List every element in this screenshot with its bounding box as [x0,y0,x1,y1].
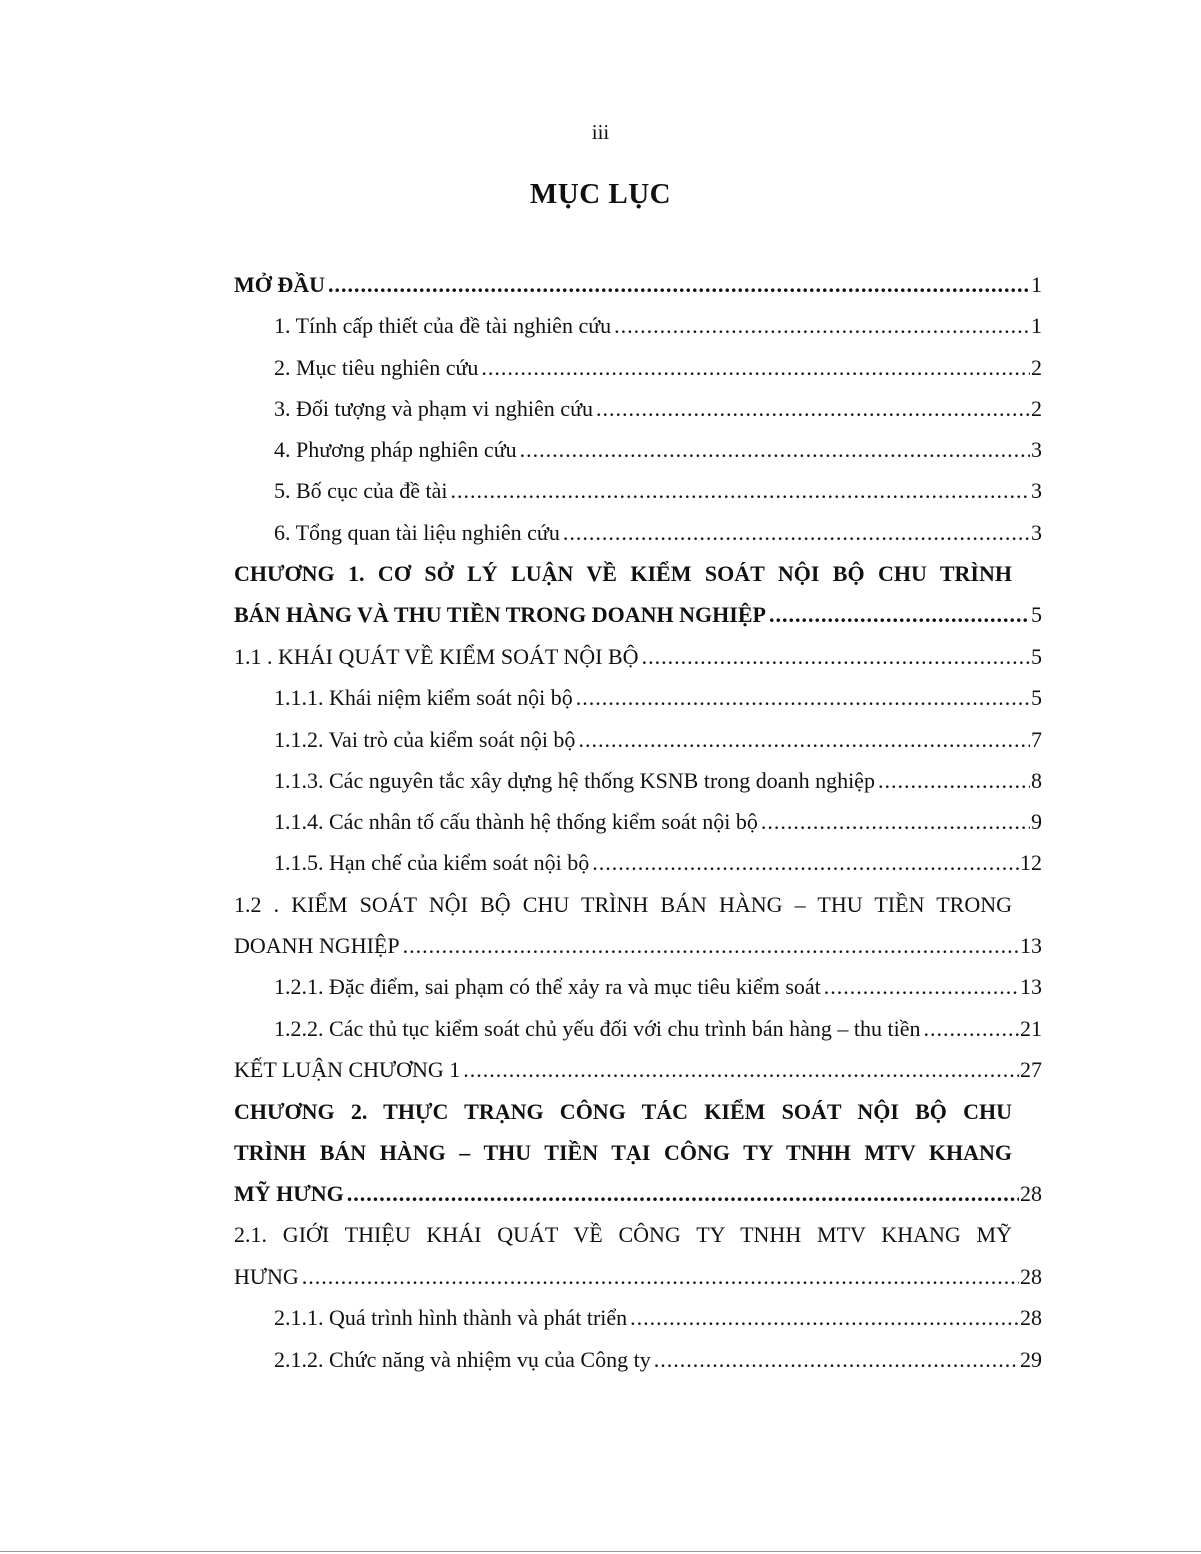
toc-entry-2-1[interactable]: HƯNG ..... 28 [234,1261,1042,1293]
toc-entry-chuong-1-line-1[interactable]: CHƯƠNG 1. CƠ SỞ LÝ LUẬN VỀ KIỂM SOÁT NỘI BỘ CHU TRÌNH [234,561,1012,586]
toc-entry-1-1-3[interactable]: 1.1.3. Các nguyên tắc xây dựng hệ thống KSNB trong doanh nghiệp ..... 8 [274,765,1042,797]
toc-entry-chuong-2[interactable]: MỸ HƯNG ..... 28 [234,1178,1042,1210]
toc-entry-1-2-line-1[interactable]: 1.2 . KIỂM SOÁT NỘI BỘ CHU TRÌNH BÁN HÀNG – THU TIỀN TRONG [234,892,1012,917]
toc-entry-2-1-line-1[interactable]: 2.1. GIỚI THIỆU KHÁI QUÁT VỀ CÔNG TY TNHH MTV KHANG MỸ [234,1222,1012,1247]
toc-entry-1-2-2[interactable]: 1.2.2. Các thủ tục kiểm soát chủ yếu đối với chu trình bán hàng – thu tiền ..... 21 [274,1013,1042,1045]
page-title: MỤC LỤC [529,178,672,210]
toc-entry-5[interactable]: 5. Bố cục của đề tài ..... 3 [274,475,1042,507]
toc-entry-1-1-5[interactable]: 1.1.5. Hạn chế của kiểm soát nội bộ ..... 12 [274,847,1042,879]
toc-entry-1-2-1[interactable]: 1.2.1. Đặc điểm, sai phạm có thể xảy ra và mục tiêu kiểm soát ..... 13 [274,971,1042,1003]
toc-entry-3[interactable]: 3. Đối tượng và phạm vi nghiên cứu ..... 2 [274,393,1042,425]
toc-entry-4[interactable]: 4. Phương pháp nghiên cứu ..... 3 [274,434,1042,466]
page-number: iii [591,120,610,144]
toc-entry-6[interactable]: 6. Tổng quan tài liệu nghiên cứu ..... 3 [274,517,1042,549]
toc-entry-1-1-1[interactable]: 1.1.1. Khái niệm kiểm soát nội bộ ..... 5 [274,682,1042,714]
toc-entry-2[interactable]: 2. Mục tiêu nghiên cứu ..... 2 [274,352,1042,384]
toc-entry-2-1-1[interactable]: 2.1.1. Quá trình hình thành và phát triển ..... 28 [274,1302,1042,1334]
toc-entry-chuong-2-line-1[interactable]: CHƯƠNG 2. THỰC TRẠNG CÔNG TÁC KIỂM SOÁT NỘI BỘ CHU [234,1099,1012,1124]
toc-entry-ket-luan-1[interactable]: KẾT LUẬN CHƯƠNG 1 ..... 27 [234,1054,1042,1086]
toc-entry-1-2[interactable]: DOANH NGHIỆP ..... 13 [234,930,1042,962]
page-bottom-edge [0,1551,1201,1552]
toc-entry-chuong-1[interactable]: BÁN HÀNG VÀ THU TIỀN TRONG DOANH NGHIỆP ..... 5 [234,599,1042,631]
toc-entry-1-1[interactable]: 1.1 . KHÁI QUÁT VỀ KIỂM SOÁT NỘI BỘ ..... 5 [234,641,1042,673]
toc-entry-mo-dau[interactable]: MỞ ĐẦU ..... 1 [234,269,1042,301]
toc-entry-chuong-2-line-2[interactable]: TRÌNH BÁN HÀNG – THU TIỀN TẠI CÔNG TY TNHH MTV KHANG [234,1140,1012,1165]
toc-entry-1-1-4[interactable]: 1.1.4. Các nhân tố cấu thành hệ thống kiểm soát nội bộ ..... 9 [274,806,1042,838]
toc-entry-1[interactable]: 1. Tính cấp thiết của đề tài nghiên cứu ..... 1 [274,310,1042,342]
toc-entry-1-1-2[interactable]: 1.1.2. Vai trò của kiểm soát nội bộ ..... 7 [274,724,1042,756]
toc-entry-2-1-2[interactable]: 2.1.2. Chức năng và nhiệm vụ của Công ty ..... 29 [274,1344,1042,1376]
